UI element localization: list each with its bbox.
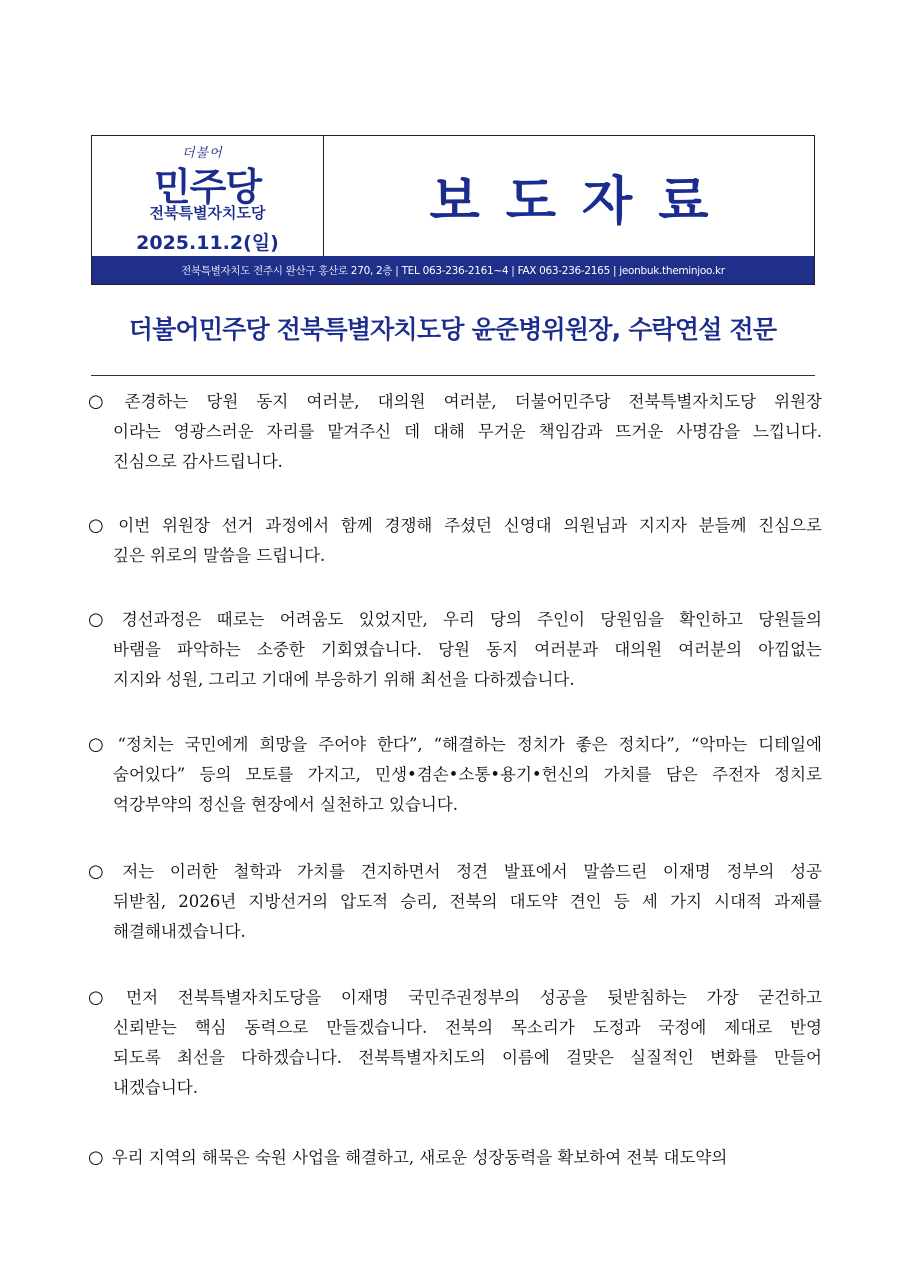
paragraph <box>88 857 822 947</box>
paragraph-text: 바램을 파악하는 소중한 기회였습니다. 당원 동지 여러분과 대의원 여러분의 아낌없는 <box>113 640 822 659</box>
paragraph-text: 숨어있다” 등의 모토를 가지고, 민생•겸손•소통•용기•헌신의 가치를 담은 주전자 정치로 <box>113 765 822 784</box>
paragraph-line <box>88 857 822 887</box>
paragraph-text: 되도록 최선을 다하겠습니다. 전북특별자치도의 이름에 걸맞은 실질적인 변화를 만들어 <box>113 1048 822 1067</box>
paragraph-text: “정치는 국민에게 희망을 주어야 한다”, “해결하는 정치가 좋은 정치다”, “악마는 디테일에 <box>117 735 822 754</box>
paragraph-line <box>88 605 822 635</box>
paragraph <box>88 1143 822 1173</box>
paragraph-line <box>88 387 822 417</box>
party-logo <box>92 136 324 256</box>
paragraph <box>88 730 822 820</box>
paragraph-text: 저는 이러한 철학과 가치를 견지하면서 정견 발표에서 말씀드린 이재명 정부의 성공 <box>122 862 822 881</box>
paragraph-text: 억강부약의 정신을 현장에서 실천하고 있습니다. <box>113 795 459 814</box>
paragraph-text: 신뢰받는 핵심 동력으로 만들겠습니다. 전북의 목소리가 도정과 국정에 제대로 반영 <box>113 1018 822 1037</box>
logo-main-text: 민주당 <box>153 165 262 209</box>
circle-bullet-icon: ○ <box>88 987 119 1008</box>
title-cell <box>324 136 814 256</box>
paragraph-text: 존경하는 당원 동지 여러분, 대의원 여러분, 더불어민주당 전북특별자치도당 위원장 <box>124 392 822 411</box>
paragraph-line <box>88 1073 822 1103</box>
paragraph-line <box>88 541 822 571</box>
paragraph-line <box>88 447 822 477</box>
paragraph-line <box>88 417 822 447</box>
paragraph-line <box>88 917 822 947</box>
paragraph-text: 진심으로 감사드립니다. <box>113 452 283 471</box>
paragraph-text: 먼저 전북특별자치도당을 이재명 국민주권정부의 성공을 뒷받침하는 가장 굳건하고 <box>126 988 822 1007</box>
circle-bullet-icon: ○ <box>88 861 115 882</box>
paragraph-text: 내겠습니다. <box>113 1078 198 1097</box>
paragraph-text: 이번 위원장 선거 과정에서 함께 경쟁해 주셨던 신영대 의원님과 지지자 분들께 진심으로 <box>118 516 822 535</box>
paragraph <box>88 983 822 1103</box>
headline: 더불어민주당 전북특별자치도당 윤준병위원장, 수락연설 전문 <box>128 315 777 344</box>
paragraph <box>88 605 822 695</box>
paragraph-text: 뒤받침, 2026년 지방선거의 압도적 승리, 전북의 대도약 견인 등 세 가지 시대적 과제를 <box>113 892 822 911</box>
logo-small-text: 더불어 <box>182 146 223 161</box>
paragraph <box>88 511 822 571</box>
paragraph-text: 경선과정은 때로는 어려움도 있었지만, 우리 당의 주인이 당원임을 확인하고 당원들의 <box>121 610 822 629</box>
document-title: 보도자료 <box>429 171 735 232</box>
circle-bullet-icon: ○ <box>88 609 114 630</box>
paragraph-text: 우리 지역의 해묵은 숙원 사업을 해결하고, 새로운 성장동력을 확보하여 전북 대도약의 <box>111 1148 728 1167</box>
paragraph-line <box>88 1143 822 1173</box>
press-release-header <box>91 135 815 285</box>
paragraph-line <box>88 1013 822 1043</box>
circle-bullet-icon: ○ <box>88 515 111 536</box>
contact-bar: 전북특별자치도 전주시 완산구 홍산로 270, 2층 | TEL 063-236-2161~4 | FAX 063-236-2165 | jeonbuk.theminjoo.kr <box>92 256 814 284</box>
logo-branch-text: 전북특별자치도당 <box>149 204 266 222</box>
release-date: 2025.11.2(일) <box>136 232 279 254</box>
divider <box>91 375 815 376</box>
paragraph-text: 깊은 위로의 말씀을 드립니다. <box>113 546 326 565</box>
circle-bullet-icon: ○ <box>88 734 110 755</box>
paragraph-line <box>88 983 822 1013</box>
paragraph-text: 이라는 영광스러운 자리를 맡겨주신 데 대해 무거운 책임감과 뜨거운 사명감을 느낍니다. <box>113 422 822 441</box>
paragraph-line <box>88 790 822 820</box>
paragraph <box>88 387 822 477</box>
paragraph-line <box>88 665 822 695</box>
paragraph-line <box>88 887 822 917</box>
paragraph-text: 해결해내겠습니다. <box>113 922 246 941</box>
paragraph-line <box>88 1043 822 1073</box>
paragraph-line <box>88 760 822 790</box>
paragraph-text: 지지와 성원, 그리고 기대에 부응하기 위해 최선을 다하겠습니다. <box>113 670 575 689</box>
circle-bullet-icon: ○ <box>88 1147 104 1168</box>
paragraph-line <box>88 511 822 541</box>
paragraph-line <box>88 635 822 665</box>
circle-bullet-icon: ○ <box>88 391 117 412</box>
paragraph-line <box>88 730 822 760</box>
